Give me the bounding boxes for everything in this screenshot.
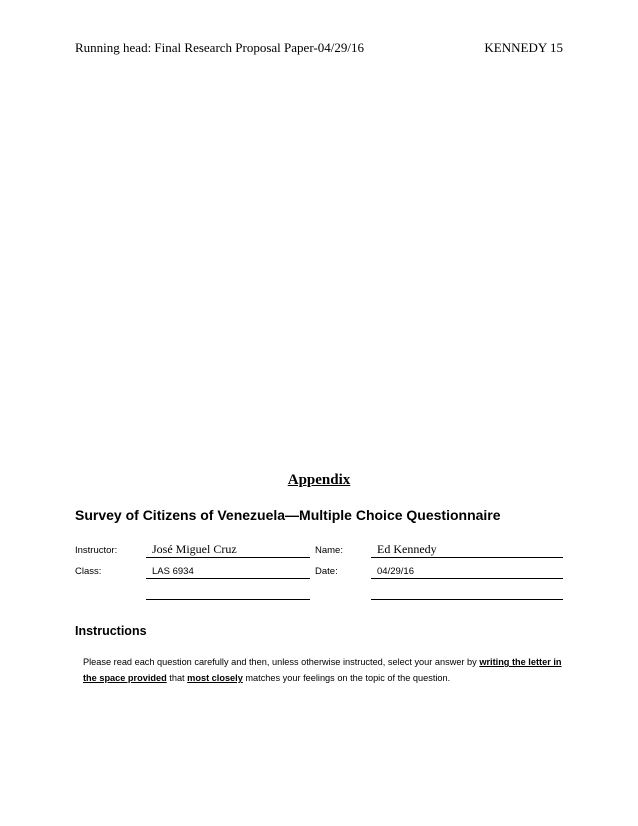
page-label: KENNEDY 15 <box>484 40 563 55</box>
instructions-heading: Instructions <box>75 624 147 638</box>
instructor-value: José Miguel Cruz <box>152 542 237 556</box>
running-head: Running head: Final Research Proposal Paper-04/29/16 <box>75 40 364 55</box>
blank-line-left <box>146 586 310 600</box>
appendix-title: Appendix <box>287 472 351 488</box>
instructions-part-3: matches your feelings on the topic of the question. <box>242 673 451 683</box>
class-label: Class: <box>75 566 102 577</box>
instructions-emphasis-1: writing the letter in the space provided <box>83 657 562 683</box>
instructions-part-2: that <box>166 673 188 683</box>
survey-title: Survey of Citizens of Venezuela—Multiple Choice Questionnaire <box>75 507 501 523</box>
class-value: LAS 6934 <box>152 566 194 577</box>
blank-line-right <box>371 586 563 600</box>
date-value: 04/29/16 <box>377 566 414 577</box>
instructions-emphasis-2: most closely <box>187 673 243 683</box>
instructor-label: Instructor: <box>75 545 118 556</box>
date-label: Date: <box>315 566 338 577</box>
instructions-part-1: Please read each question carefully and then, unless otherwise instructed, select your answer by <box>83 657 480 667</box>
instructions-text <box>83 654 563 686</box>
name-label: Name: <box>315 545 343 556</box>
name-value: Ed Kennedy <box>377 542 437 556</box>
